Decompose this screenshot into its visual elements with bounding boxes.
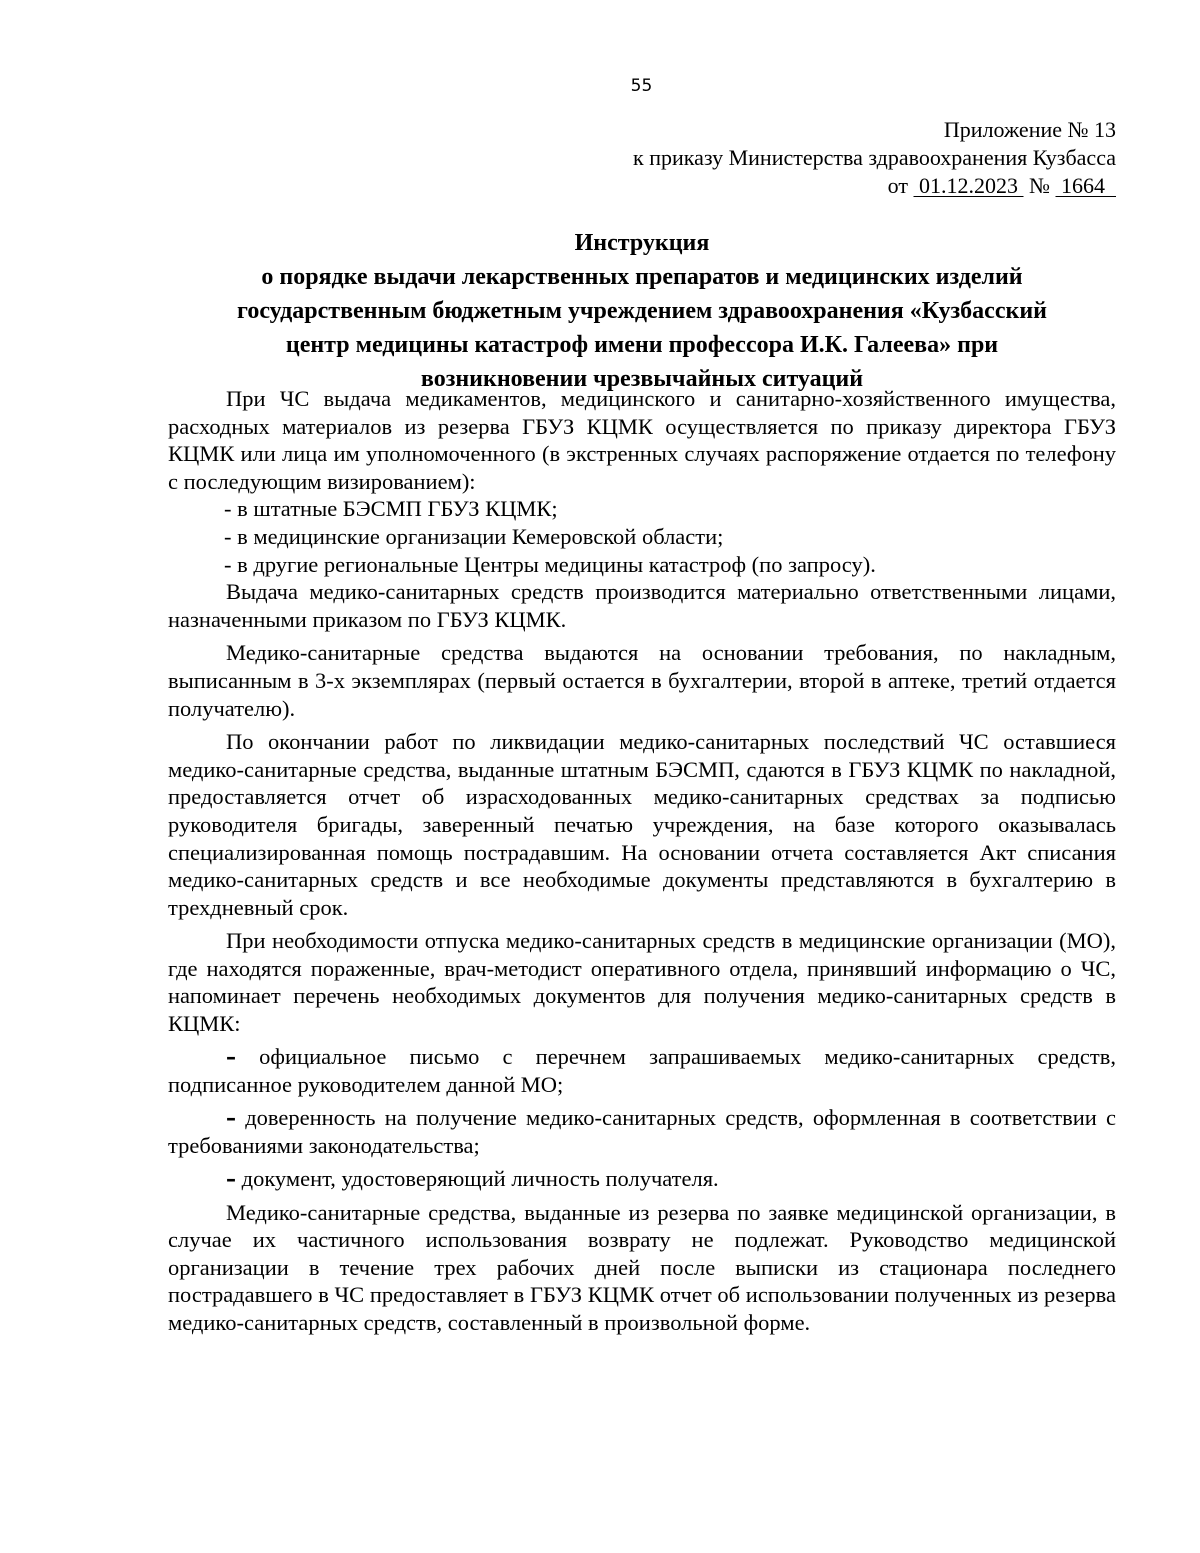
paragraph-6: Медико-санитарные средства, выданные из резерва по заявке медицинской организации, в случае их частичного использования возврату не подлежат. Руководство медицинской организации в течение трех рабочих дней после выписки из стационара последнего пострадавшего в ЧС предоставляет в ГБУЗ КЦМК отчет об использовании полученных из резерва медико-санитарных средств, составленный в произвольной форме. <box>168 1199 1116 1335</box>
paragraph-4: По окончании работ по ликвидации медико-санитарных последствий ЧС оставшиеся медико-санитарные средства, выданные штатным БЭСМП, сдаются в ГБУЗ КЦМК по накладной, предоставляется отчет об израсходованных медико-санитарных средствах за подписью руководителя бригады, заверенный печатью учреждения, на базе которого оказывалась специализированная помощь пострадавшим. На основании отчета составляется Акт списания медико-санитарных средств и все необходимые документы представляются в бухгалтерию в трехдневный срок. <box>168 729 1116 920</box>
paragraph-5: При необходимости отпуска медико-санитарных средств в медицинские организации (МО), где находятся пораженные, врач-методист оперативного отдела, принявший информацию о ЧС, напоминает перечень необходимых документов для получения медико-санитарных средств в КЦМК: <box>168 928 1116 1037</box>
date-prefix: от <box>887 173 908 198</box>
title-line-4: центр медицины катастроф имени профессора И.К. Галеева» при <box>285 332 999 358</box>
order-number: 1664 <box>1061 173 1105 198</box>
paragraph-3: Медико-санитарные средства выдаются на основании требования, по накладным, выписанным в 3-х экземплярах (первый остается в бухгалтерии, второй в аптеке, третий отдается получателю). <box>168 640 1116 721</box>
title-line-3: государственным бюджетным учреждением здравоохранения «Кузбасский <box>237 298 1047 324</box>
title-line-1: Инструкция <box>574 230 710 256</box>
dash-item-2 <box>168 1104 1116 1160</box>
dash-item-1 <box>168 1043 1116 1099</box>
list-item-1: - в штатные БЭСМП ГБУЗ КЦМК; <box>224 496 558 522</box>
appendix-label: Приложение № 13 <box>943 117 1116 142</box>
document-body <box>168 385 1116 1337</box>
list-item-3: - в другие региональные Центры медицины катастроф (по запросу). <box>224 551 876 577</box>
number-prefix: № <box>1029 173 1050 198</box>
list-item-2: - в медицинские организации Кемеровской области; <box>224 523 724 549</box>
paragraph-2: Выдача медико-санитарных средств производится материально ответственными лицами, назначенными приказом по ГБУЗ КЦМК. <box>168 579 1116 632</box>
dash-bullet: – <box>226 1105 236 1130</box>
appendix-header <box>476 116 1116 200</box>
dash-bullet: – <box>226 1044 236 1069</box>
paragraph-1: При ЧС выдача медикаментов, медицинского и санитарно-хозяйственного имущества, расходных материалов из резерва ГБУЗ КЦМК осуществляется по приказу директора ГБУЗ КЦМК или лица им уполномоченного (в экстренных случаях распоряжение отдается по телефону с последующим визированием): <box>168 386 1116 494</box>
title-line-5: возникновении чрезвычайных ситуаций <box>420 366 864 392</box>
order-reference: к приказу Министерства здравоохранения Кузбасса <box>633 145 1116 170</box>
dash-item-1-text: официальное письмо с перечнем запрашиваемых медико-санитарных средств, подписанное руководителем данной МО; <box>168 1043 1117 1098</box>
dash-item-3 <box>168 1165 1116 1194</box>
document-title <box>168 226 1116 396</box>
order-date-number <box>476 172 1116 200</box>
dash-item-2-text: доверенность на получение медико-санитарных средств, оформленная в соответствии с требованиями законодательства; <box>168 1104 1116 1159</box>
order-date: 01.12.2023 <box>919 173 1018 198</box>
dash-item-3-text: документ, удостоверяющий личность получателя. <box>241 1166 719 1192</box>
page-number: 55 <box>630 76 653 96</box>
dash-bullet: – <box>226 1167 236 1192</box>
title-line-2: о порядке выдачи лекарственных препаратов и медицинских изделий <box>261 264 1023 290</box>
